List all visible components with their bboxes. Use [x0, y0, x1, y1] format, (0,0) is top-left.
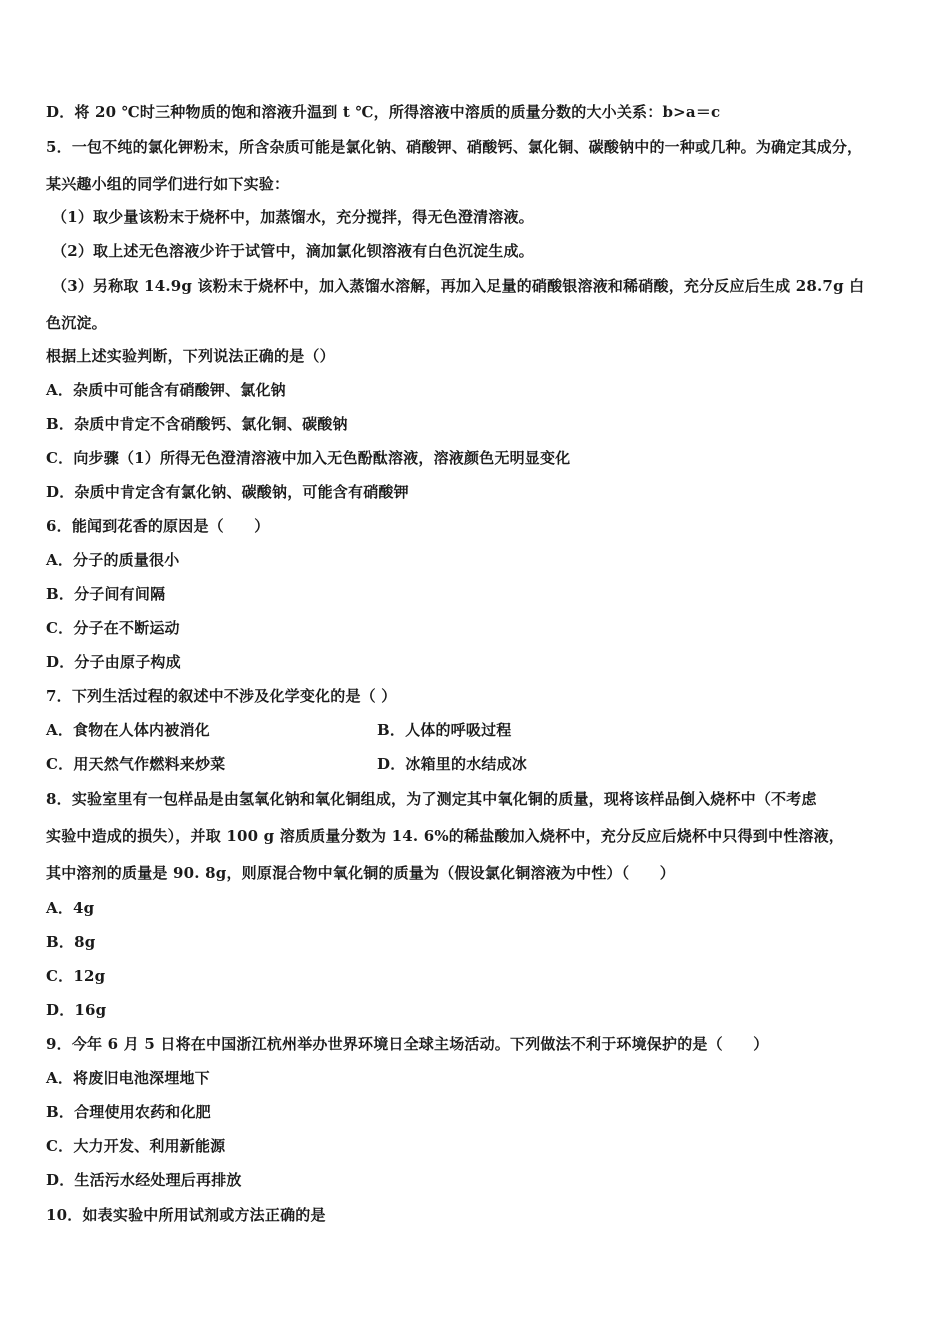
q6-option-a: A．分子的质量很小 [46, 551, 180, 569]
q6-option-b: B．分子间有间隔 [46, 585, 166, 603]
q9-stem: 9．今年 6 月 5 日将在中国浙江杭州举办世界环境日全球主场活动。下列做法不利于环境保护的是（ ） [46, 1035, 769, 1053]
q5-option-d: D．杂质中肯定含有氯化钠、碳酸钠，可能含有硝酸钾 [46, 483, 409, 501]
q9-option-d: D．生活污水经处理后再排放 [46, 1171, 242, 1189]
q5-stem-line-1: 5．一包不纯的氯化钾粉末，所含杂质可能是氯化钠、硝酸钾、硝酸钙、氯化铜、碳酸钠中的一种或几种。为确定其成分， [46, 138, 863, 156]
q9-option-b: B．合理使用农药和化肥 [46, 1103, 211, 1121]
q7-option-d: D．冰箱里的水结成冰 [377, 755, 528, 773]
q6-option-c: C．分子在不断运动 [46, 619, 180, 637]
q10-stem: 10．如表实验中所用试剂或方法正确的是 [46, 1206, 326, 1224]
q7-option-b: B．人体的呼吸过程 [377, 721, 512, 739]
q8-option-b: B．8g [46, 933, 96, 951]
q6-stem: 6．能闻到花香的原因是（ ） [46, 517, 270, 535]
q6-option-d: D．分子由原子构成 [46, 653, 181, 671]
q8-option-d: D．16g [46, 1001, 107, 1019]
q4-option-d: D．将 20 ℃时三种物质的饱和溶液升温到 t ℃，所得溶液中溶质的质量分数的大小关系：b>a＝c [46, 103, 721, 121]
q5-step-3-line-2: 色沉淀。 [46, 314, 107, 332]
q8-option-c: C．12g [46, 967, 106, 985]
q5-question: 根据上述实验判断，下列说法正确的是（） [46, 347, 335, 365]
q7-option-c: C．用天然气作燃料来炒菜 [46, 755, 226, 773]
q8-stem-line-2: 实验中造成的损失），并取 100 g 溶质质量分数为 14. 6%的稀盐酸加入烧杯中，充分反应后烧杯中只得到中性溶液， [46, 827, 845, 845]
q9-option-a: A．将废旧电池深埋地下 [46, 1069, 210, 1087]
q5-option-c: C．向步骤（1）所得无色澄清溶液中加入无色酚酞溶液，溶液颜色无明显变化 [46, 449, 571, 467]
q8-stem-line-3: 其中溶剂的质量是 90. 8g，则原混合物中氧化铜的质量为（假设氯化铜溶液为中性）（ ） [46, 864, 675, 882]
q5-step-1: （1）取少量该粉末于烧杯中，加蒸馏水，充分搅拌，得无色澄清溶液。 [52, 208, 534, 226]
q5-option-a: A．杂质中可能含有硝酸钾、氯化钠 [46, 381, 286, 399]
q7-option-a: A．食物在人体内被消化 [46, 721, 210, 739]
q7-stem: 7．下列生活过程的叙述中不涉及化学变化的是（ ） [46, 687, 397, 705]
q8-stem-line-1: 8．实验室里有一包样品是由氢氧化钠和氧化铜组成，为了测定其中氧化铜的质量，现将该样品倒入烧杯中（不考虑 [46, 790, 817, 808]
q5-option-b: B．杂质中肯定不含硝酸钙、氯化铜、碳酸钠 [46, 415, 348, 433]
q5-step-3-line-1: （3）另称取 14.9g 该粉末于烧杯中，加入蒸馏水溶解，再加入足量的硝酸银溶液和稀硝酸，充分反应后生成 28.7g 白 [52, 277, 865, 295]
q5-stem-line-2: 某兴趣小组的同学们进行如下实验： [46, 175, 290, 193]
q9-option-c: C．大力开发、利用新能源 [46, 1137, 226, 1155]
q5-step-2: （2）取上述无色溶液少许于试管中，滴加氯化钡溶液有白色沉淀生成。 [52, 242, 534, 260]
q8-option-a: A．4g [46, 899, 95, 917]
